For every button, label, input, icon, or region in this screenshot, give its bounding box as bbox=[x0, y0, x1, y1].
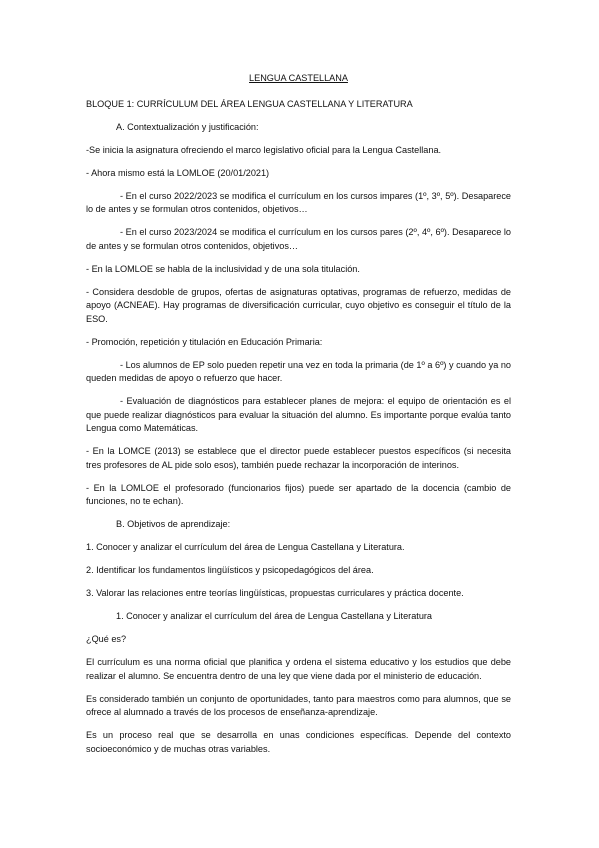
document-title: LENGUA CASTELLANA bbox=[249, 73, 348, 83]
paragraph: - En el curso 2022/2023 se modifica el currículum en los cursos impares (1º, 3º, 5º). Desaparece lo de antes y se formulan otros contenidos, objetivos… bbox=[86, 190, 511, 214]
paragraph: - Promoción, repetición y titulación en Educación Primaria: bbox=[86, 336, 323, 347]
question-heading: ¿Qué es? bbox=[86, 634, 127, 644]
objective-item: 1. Conocer y analizar el currículum del área de Lengua Castellana y Literatura. bbox=[86, 542, 405, 552]
paragraph: - Los alumnos de EP solo pueden repetir una vez en toda la primaria (de 1º a 6º) y cuando ya no queden medidas de apoyo o refuerzo que hacer. bbox=[86, 359, 511, 383]
paragraph: -Se inicia la asignatura ofreciendo el marco legislativo oficial para la Lengua Castellana. bbox=[86, 144, 442, 155]
block-heading: BLOQUE 1: CURRÍCULUM DEL ÁREA LENGUA CASTELLANA Y LITERATURA bbox=[86, 98, 413, 109]
objective-item: 2. Identificar los fundamentos lingüísticos y psicopedagógicos del área. bbox=[86, 565, 374, 575]
paragraph: El currículum es una norma oficial que planifica y ordena el sistema educativo y los estudios que debe realizar el alumno. Se encuentra dentro de una ley que viene dada por el ministerio de educación. bbox=[86, 657, 511, 681]
paragraph: - En la LOMLOE el profesorado (funcionarios fijos) puede ser apartado de la docencia (cambio de funciones, no te echan). bbox=[86, 482, 511, 506]
section-a-heading: A. Contextualización y justificación: bbox=[116, 121, 259, 132]
paragraph: Es un proceso real que se desarrolla en unas condiciones específicas. Depende del contexto socioeconómico y de muchas otras variables. bbox=[86, 730, 511, 754]
paragraph: - En la LOMLOE se habla de la inclusividad y de una sola titulación. bbox=[86, 263, 360, 274]
section-b-heading: B. Objetivos de aprendizaje: bbox=[116, 519, 231, 529]
paragraph: - En el curso 2023/2024 se modifica el currículum en los cursos pares (2º, 4º, 6º). Desaparece lo de antes y se formulan otros contenidos, objetivos… bbox=[86, 227, 511, 251]
paragraph: - Ahora mismo está la LOMLOE (20/01/2021) bbox=[86, 167, 270, 178]
paragraph: - Evaluación de diagnósticos para establecer planes de mejora: el equipo de orientación es el que puede realizar diagnósticos para evaluar la situación del alumno. Es importante porque evalúa tanto Lengua como Matemáticas. bbox=[86, 396, 511, 433]
objective-item: 3. Valorar las relaciones entre teorías lingüísticas, propuestas curriculares y práctica docente. bbox=[86, 588, 464, 598]
section-1-heading: 1. Conocer y analizar el currículum del área de Lengua Castellana y Literatura bbox=[116, 611, 433, 621]
paragraph: Es considerado también un conjunto de oportunidades, tanto para maestros como para alumnos, que se ofrece al alumnado a través de los procesos de enseñanza-aprendizaje. bbox=[86, 693, 511, 717]
paragraph: - Considera desdoble de grupos, ofertas de asignaturas optativas, programas de refuerzo, medidas de apoyo (ACNEAE). Hay programas de diversificación curricular, cuyo objetivo es conseguir el título de la ESO. bbox=[86, 286, 511, 324]
paragraph: - En la LOMCE (2013) se establece que el director puede establecer puestos específicos (si necesita tres profesores de AL pide solo esos), también puede rechazar la incorporación de interinos. bbox=[86, 446, 511, 470]
